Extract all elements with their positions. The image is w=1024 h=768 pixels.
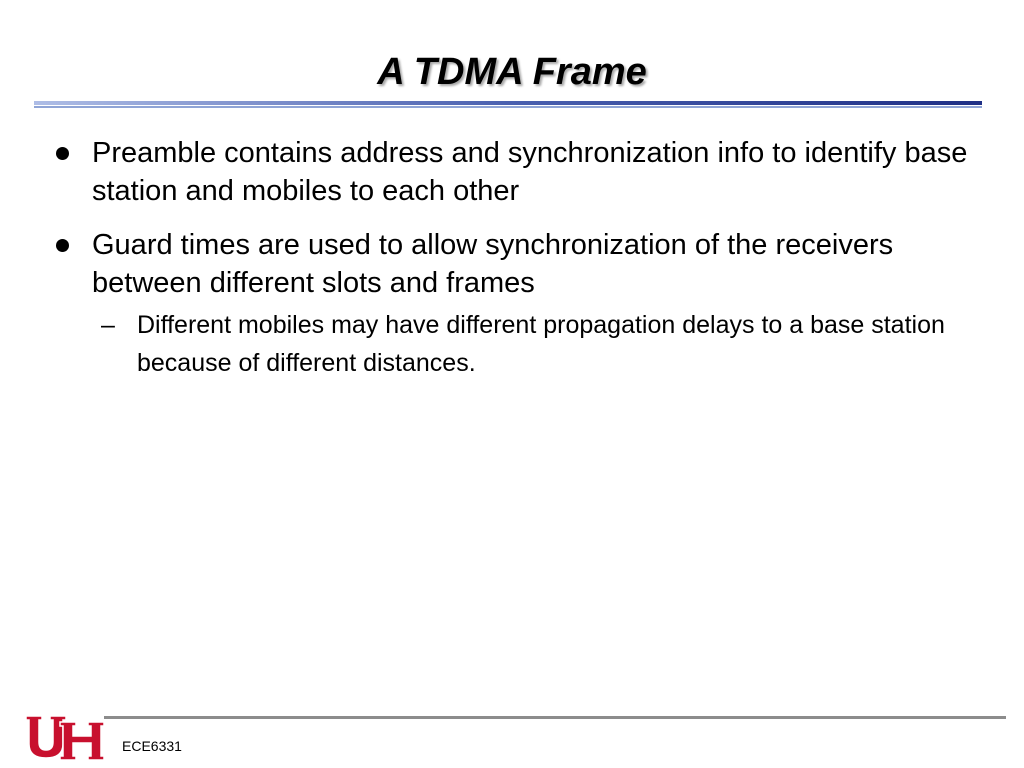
bullet-item-guard-times: [56, 226, 976, 302]
title-underline-rule: [34, 100, 982, 110]
sub-bullet-dash: –: [101, 311, 115, 339]
slide-body: [56, 134, 976, 382]
bullet-item-preamble: [56, 134, 976, 210]
sub-bullet-item-propagation: [56, 306, 976, 382]
bullet-dot-icon: [56, 147, 69, 160]
footer-course-code: ECE6331: [122, 738, 182, 754]
slide-title: A TDMA Frame: [377, 51, 647, 93]
sub-bullet-text: Different mobiles may have different propagation delays to a base station because of different distances.: [137, 311, 945, 377]
university-of-houston-uh-logo-icon: [24, 712, 104, 764]
bullet-text: Guard times are used to allow synchronization of the receivers between different slots and frames: [92, 229, 894, 299]
bullet-text: Preamble contains address and synchronization info to identify base station and mobiles to each other: [92, 137, 968, 207]
footer-divider-rule: [104, 716, 1006, 719]
bullet-dot-icon: [56, 239, 69, 252]
